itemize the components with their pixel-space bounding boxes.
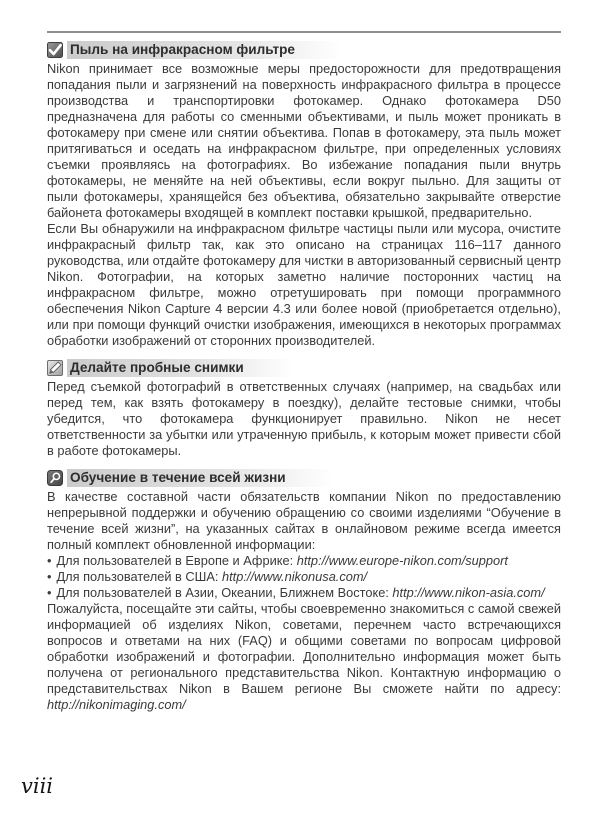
- section-heading-learning: [47, 469, 561, 487]
- section-title: Обучение в течение всей жизни: [67, 469, 344, 487]
- bullet-label: Для пользователей в Европе и Африке:: [56, 553, 297, 568]
- pencil-icon: [47, 360, 63, 376]
- section-dust-on-filter: [47, 41, 561, 349]
- section-heading-dust: [47, 41, 561, 59]
- bullet-icon: •: [47, 553, 52, 568]
- list-item: [47, 585, 561, 601]
- list-item: [47, 569, 561, 585]
- top-divider: [47, 31, 561, 33]
- checkmark-icon: [47, 42, 63, 58]
- paragraph: Перед съемкой фотографий в ответственных случаях (например, на свадьбах или перед тем, как взять фотокамеру в поездку), делайте тестовые снимки, чтобы убедится, что фотокамера функционирует правильно. Nikon не несет ответственности за убытки или утраченную прибыль, к которым может привести сбой в работе фотокамеры.: [47, 379, 561, 458]
- section-test-shots: [47, 359, 561, 459]
- bullet-url: http://www.nikonusa.com/: [222, 569, 368, 584]
- section-title: Пыль на инфракрасном фильтре: [67, 41, 353, 59]
- section-heading-test-shots: [47, 359, 561, 377]
- paragraph: Nikon принимает все возможные меры предосторожности для предотвращения попадания пыли и загрязнений на поверхность инфракрасного фильтра в процессе производства и транспортировки фотокамер. Однако фотокамера D50 предназначена для работы со сменными объективами, и пыль может проникать в фотокамеру при смене или снятии объектива. Попав в фотокамеру, эта пыль может притягиваться и оседать на инфракрасном фильтре, при определенных условиях съемки проявляясь на фотографиях. Во избежание попадания пыли внутрь фотокамеры, не меняйте на ней объективы, если вокруг пыльно. Для защиты от пыли фотокамеры, хранящейся без объектива, обязательно закрывайте отверстие байонета фотокамеры входящей в комплект поставки крышкой, предварительно.: [47, 61, 561, 220]
- section-lifelong-learning: [47, 469, 561, 713]
- page-number: viii: [21, 774, 54, 798]
- section-title: Делайте пробные снимки: [67, 359, 302, 377]
- list-item: [47, 553, 561, 569]
- bullet-icon: •: [47, 585, 52, 600]
- page-content: [47, 31, 561, 713]
- bullet-label: Для пользователей в США:: [56, 569, 222, 584]
- bullet-url: http://www.nikon-asia.com/: [392, 585, 545, 600]
- paragraph: Если Вы обнаружили на инфракрасном фильтре частицы пыли или мусора, очистите инфракрасный фильтр так, как это описано на страницах 116–117 данного руководства, или отдайте фотокамеру для чистки в авторизованный сервисный центр Nikon. Фотографии, на которых заметно наличие посторонних частиц на инфракрасном фильтре, можно отретушировать при помощи программного обеспечения Nikon Capture 4 версии 4.3 или более новой (приобретается отдельно), или при помощи функций очистки изображения, имеющихся в некоторых программах обработки изображений от сторонних производителей.: [47, 221, 561, 348]
- bullet-label: Для пользователей в Азии, Океании, Ближнем Востоке:: [56, 585, 393, 600]
- paragraph: [47, 601, 561, 713]
- bullet-icon: •: [47, 569, 52, 584]
- bullet-url: http://www.europe-nikon.com/support: [296, 553, 508, 568]
- paragraph: В качестве составной части обязательств компании Nikon по предоставлению непрерывной поддержки и обучению обращению со своими изделиями “Обучение в течение всей жизни”, на указанных сайтах в онлайновом режиме всегда имеется полный комплект обновленной информации:: [47, 489, 561, 552]
- closing-url: http://nikonimaging.com/: [47, 697, 186, 712]
- closing-text: Пожалуйста, посещайте эти сайты, чтобы своевременно знакомиться с самой свежей информацией об изделиях Nikon, советами, перечнем часто встречающихся вопросов и ответами на них (FAQ) и общими советами по вопросам цифровой обработки изображений и фотографии. Дополнительно информация может быть получена от регионального представительства Nikon. Контактную информацию о представительствах Nikon в Вашем регионе Вы сможете найти по адресу:: [47, 601, 561, 696]
- magnifier-icon: [47, 470, 63, 486]
